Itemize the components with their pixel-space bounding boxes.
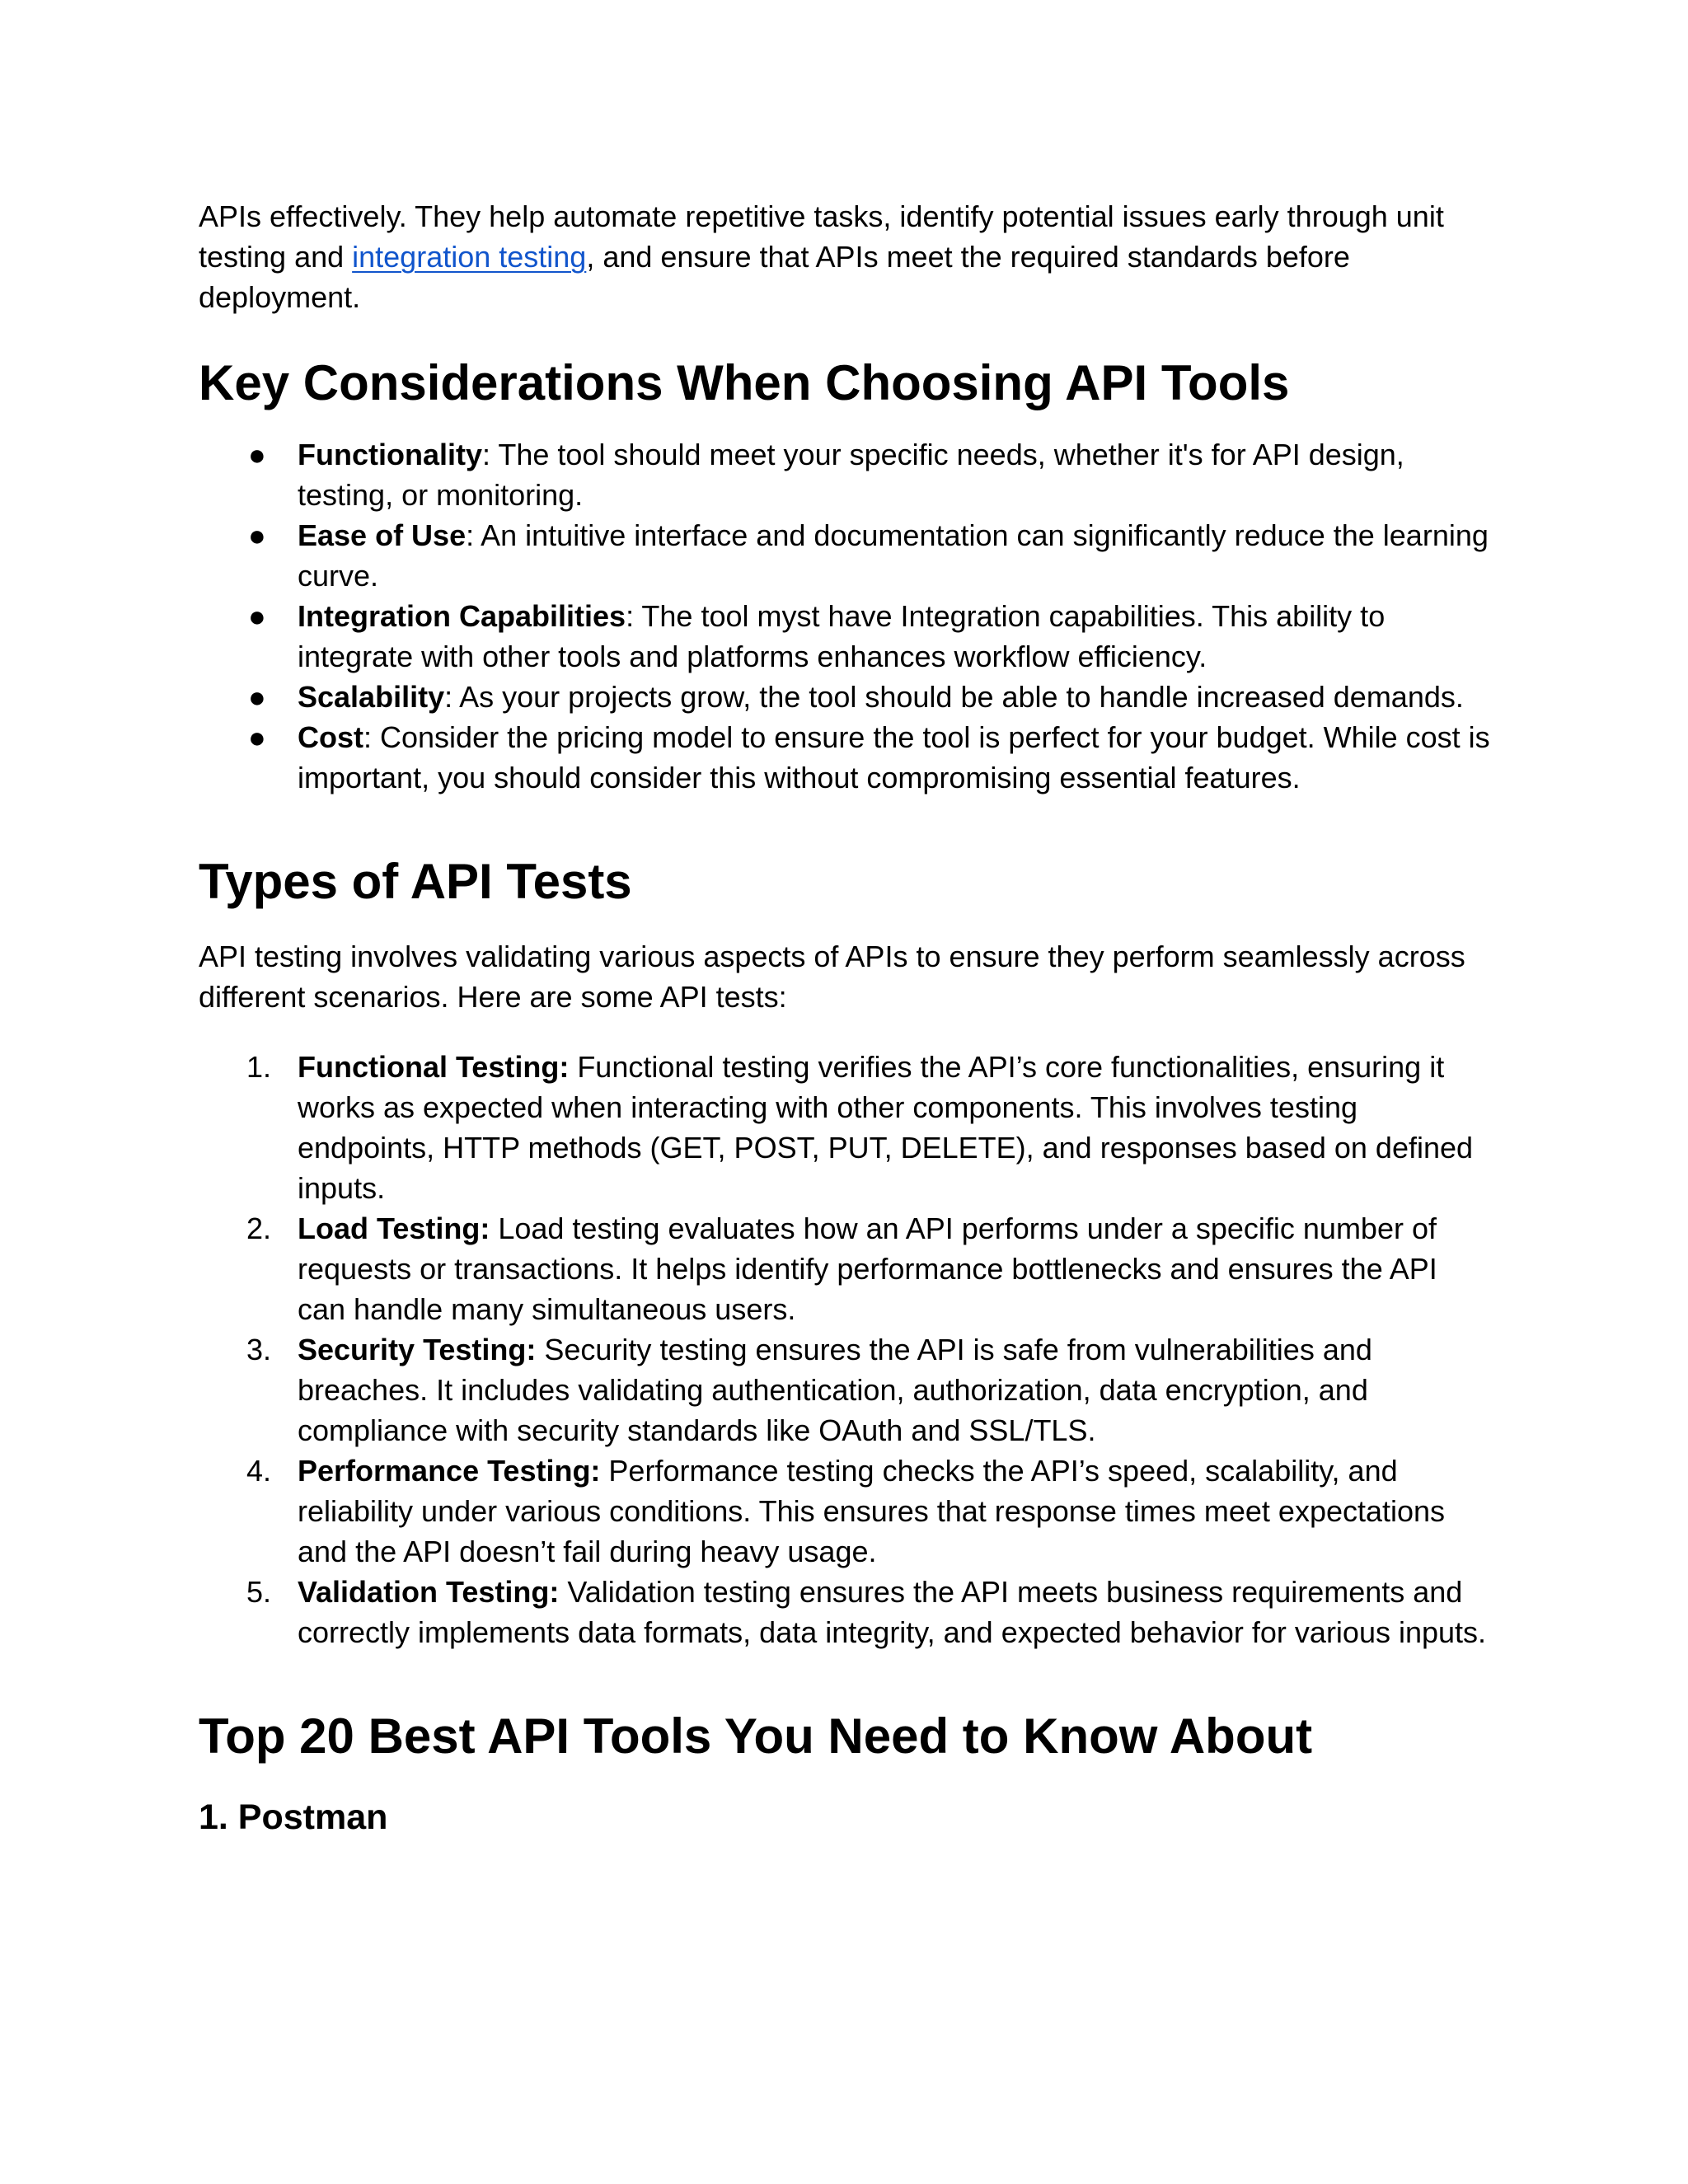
item-term: Security Testing: bbox=[298, 1333, 537, 1366]
intro-paragraph bbox=[199, 196, 1493, 317]
item-term: Validation Testing: bbox=[298, 1575, 560, 1609]
bullet-icon: ● bbox=[248, 518, 266, 552]
item-number: 5. bbox=[246, 1575, 272, 1609]
item-term: Performance Testing: bbox=[298, 1454, 601, 1488]
integration-testing-link[interactable]: integration testing bbox=[352, 240, 587, 274]
item-term: Load Testing: bbox=[298, 1212, 490, 1245]
item-term: Functional Testing: bbox=[298, 1050, 570, 1084]
bullet-icon: ● bbox=[248, 438, 266, 471]
list-item bbox=[199, 1208, 1493, 1329]
heading-top-20-api-tools: Top 20 Best API Tools You Need to Know About bbox=[199, 1708, 1313, 1764]
subheading-postman: 1. Postman bbox=[199, 1797, 388, 1837]
list-item bbox=[199, 1572, 1493, 1652]
heading-key-considerations: Key Considerations When Choosing API Tools bbox=[199, 355, 1290, 410]
item-number: 3. bbox=[246, 1333, 272, 1366]
list-item bbox=[199, 1047, 1493, 1208]
item-term: Integration Capabilities bbox=[298, 599, 626, 633]
list-item bbox=[199, 1329, 1493, 1451]
list-item bbox=[199, 596, 1493, 677]
considerations-list bbox=[199, 434, 1493, 798]
item-text: : As your projects grow, the tool should be able to handle increased demands. bbox=[444, 680, 1464, 714]
list-item bbox=[199, 434, 1493, 515]
item-number: 1. bbox=[246, 1050, 272, 1084]
item-term: Scalability bbox=[298, 680, 445, 714]
item-text: Security testing ensures the API is safe from vulnerabilities and breaches. It includes validating authentication, authorization, data encryption, and compliance with security standards like OAuth and SSL/TLS. bbox=[298, 1333, 1372, 1447]
item-number: 4. bbox=[246, 1454, 272, 1488]
item-term: Functionality bbox=[298, 438, 482, 471]
bullet-icon: ● bbox=[248, 680, 266, 714]
item-term: Ease of Use bbox=[298, 518, 467, 552]
types-intro-paragraph: API testing involves validating various aspects of APIs to ensure they perform seamlessly across different scenarios. Here are some API tests: bbox=[199, 940, 1465, 1014]
item-text: : The tool should meet your specific needs, whether it's for API design, testing, or monitoring. bbox=[298, 438, 1404, 512]
list-item bbox=[199, 1451, 1493, 1572]
item-term: Cost bbox=[298, 720, 363, 754]
item-text: Load testing evaluates how an API performs under a specific number of requests or transactions. It helps identify performance bottlenecks and ensures the API can handle many simultaneous users. bbox=[298, 1212, 1437, 1326]
item-text: : Consider the pricing model to ensure the tool is perfect for your budget. While cost is important, you should consider this without compromising essential features. bbox=[298, 720, 1490, 794]
item-number: 2. bbox=[246, 1212, 272, 1245]
item-text: Performance testing checks the API’s speed, scalability, and reliability under various conditions. This ensures that response times meet expectations and the API doesn’t fail during heavy usage. bbox=[298, 1454, 1446, 1568]
list-item bbox=[199, 677, 1493, 717]
item-text: Validation testing ensures the API meets business requirements and correctly implements data formats, data integrity, and expected behavior for various inputs. bbox=[298, 1575, 1487, 1649]
list-item bbox=[199, 515, 1493, 596]
intro-text-start: APIs effectively. They help automate repetitive tasks, identify potential issues early through unit testing and bbox=[199, 199, 1444, 274]
bullet-icon: ● bbox=[248, 599, 266, 633]
list-item bbox=[199, 717, 1493, 798]
item-text: : An intuitive interface and documentation can significantly reduce the learning curve. bbox=[298, 518, 1489, 593]
bullet-icon: ● bbox=[248, 720, 266, 754]
document-page bbox=[199, 196, 1493, 1839]
item-text: : The tool myst have Integration capabilities. This ability to integrate with other tools and platforms enhances workflow efficiency. bbox=[298, 599, 1386, 673]
heading-types-of-api-tests: Types of API Tests bbox=[199, 854, 632, 909]
intro-text-end: , and ensure that APIs meet the required standards before deployment. bbox=[199, 240, 1350, 314]
item-text: Functional testing verifies the API’s core functionalities, ensuring it works as expected when interacting with other components. This involves testing endpoints, HTTP methods (GET, POST, PUT, DELETE), and responses based on defined inputs. bbox=[298, 1050, 1474, 1205]
api-tests-list bbox=[199, 1047, 1493, 1652]
